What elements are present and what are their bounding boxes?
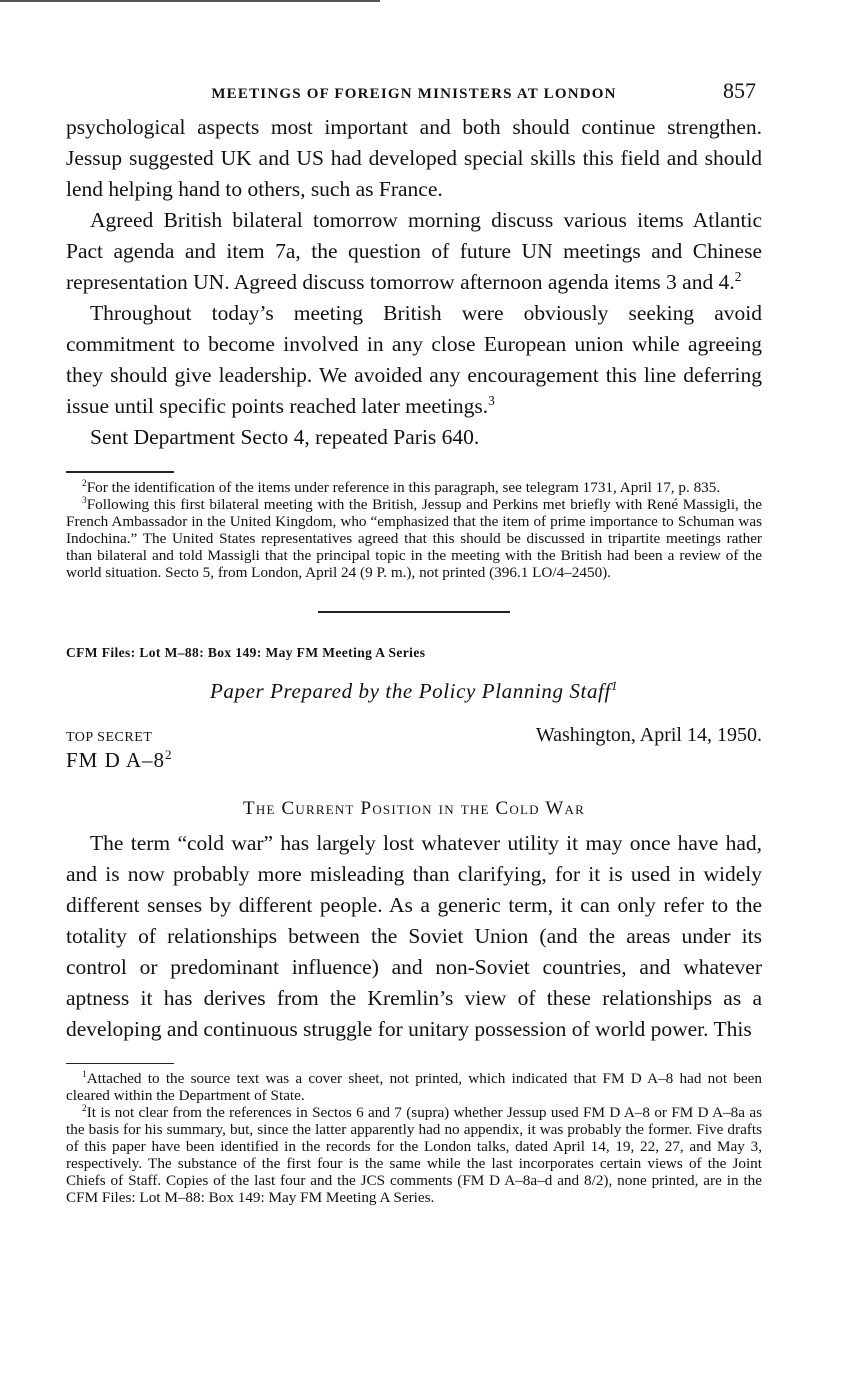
running-head: MEETINGS OF FOREIGN MINISTERS AT LONDON — [211, 86, 617, 102]
document-title: The Current Position in the Cold War — [243, 797, 585, 819]
footnote-separator — [66, 471, 174, 473]
document-page — [66, 78, 762, 1206]
footnote-2: $^2$For the identification of the items under reference in this paragraph, see telegram 1731, April 17, p. 835. — [82, 478, 721, 496]
date-line: Washington, April 14, 1950. — [535, 723, 762, 746]
page-number: 857 — [723, 78, 756, 103]
footnote-2-bottom: $^2$It is not clear from the references in Sectos 6 and 7 (supra) whether Jessup used FM D A–8 or FM D A–8a as the basis for his summary, but, since the latter apparently had no appendix, it was probably the former. Five drafts of this paper have been identified in the records for the London talks, dated April 14, 19, 22, 27, and May 3, respectively. The substance of the first four is the same while the last incorporates certain views of the Joint Chiefs of Staff. Copies of the last four and the JCS comments (FM D A–8a–d and 8/2), none printed, are in the CFM Files: Lot M–88: Box 149: May FM Meeting A Series. — [66, 1103, 762, 1206]
paragraph-cold-war: The term “cold war” has largely lost whatever utility it may once have had, and is now probably more misleading than clarifying, for it is used in widely different senses by different people. As a generic term, it can only refer to the totality of relationships between the Soviet Union (and the areas under its control or predominant influence) and non-Soviet countries, and whatever aptness it has derives from the Kremlin’s view of these relationships as a developing and continuous struggle for unitary possession of world power. This — [66, 830, 762, 1041]
source-citation: CFM Files: Lot M–88: Box 149: May FM Meeting A Series — [66, 644, 426, 660]
paragraph-sent: Sent Department Secto 4, repeated Paris 640. — [90, 425, 480, 449]
paragraph-throughout: Throughout today’s meeting British were obviously seeking avoid commitment to become involved in any close European union while agreeing they should give leadership. We avoided any encouragement this line deferring issue until specific points reached later meetings.$^3$ — [66, 301, 762, 418]
classification-row — [66, 724, 762, 780]
page-header — [66, 78, 762, 112]
section-divider — [318, 611, 510, 613]
footnote-1-bottom: $^1$Attached to the source text was a cover sheet, not printed, which indicated that FM D A–8 had not been cleared within the Department of State. — [66, 1069, 762, 1104]
paper-title: Paper Prepared by the Policy Planning Staff$^1$ — [209, 677, 619, 703]
footnote-3: $^3$Following this first bilateral meeting with the British, Jessup and Perkins met briefly with René Massigli, the French Ambassador in the United Kingdom, who “emphasized that the item of prime importance to Schuman was Indochina.” The United States representatives agreed that this should be discussed in tripartite meetings rather than bilateral and told Massigli that the principal topic in the meeting with the British had been a review of the world situation. Secto 5, from London, April 24 (9 P. m.), not printed (396.1 LO/4–2450). — [66, 495, 762, 581]
paragraph-continued: psychological aspects most important and both should continue strengthen. Jessup suggested UK and US had developed special skills this field and should lend helping hand to others, such as France. — [66, 115, 762, 201]
footnote-separator-bottom — [66, 1063, 174, 1065]
classification: TOP SECRET — [66, 729, 153, 745]
paragraph-agreed: Agreed British bilateral tomorrow morning discuss various items Atlantic Pact agenda and item 7a, the question of future UN meetings and Chinese representation UN. Agreed discuss tomorrow afternoon agenda items 3 and 4.$^2$ — [66, 208, 762, 294]
top-edge-rule — [0, 0, 380, 2]
document-id: FM D $A-8^2$ — [66, 746, 173, 772]
